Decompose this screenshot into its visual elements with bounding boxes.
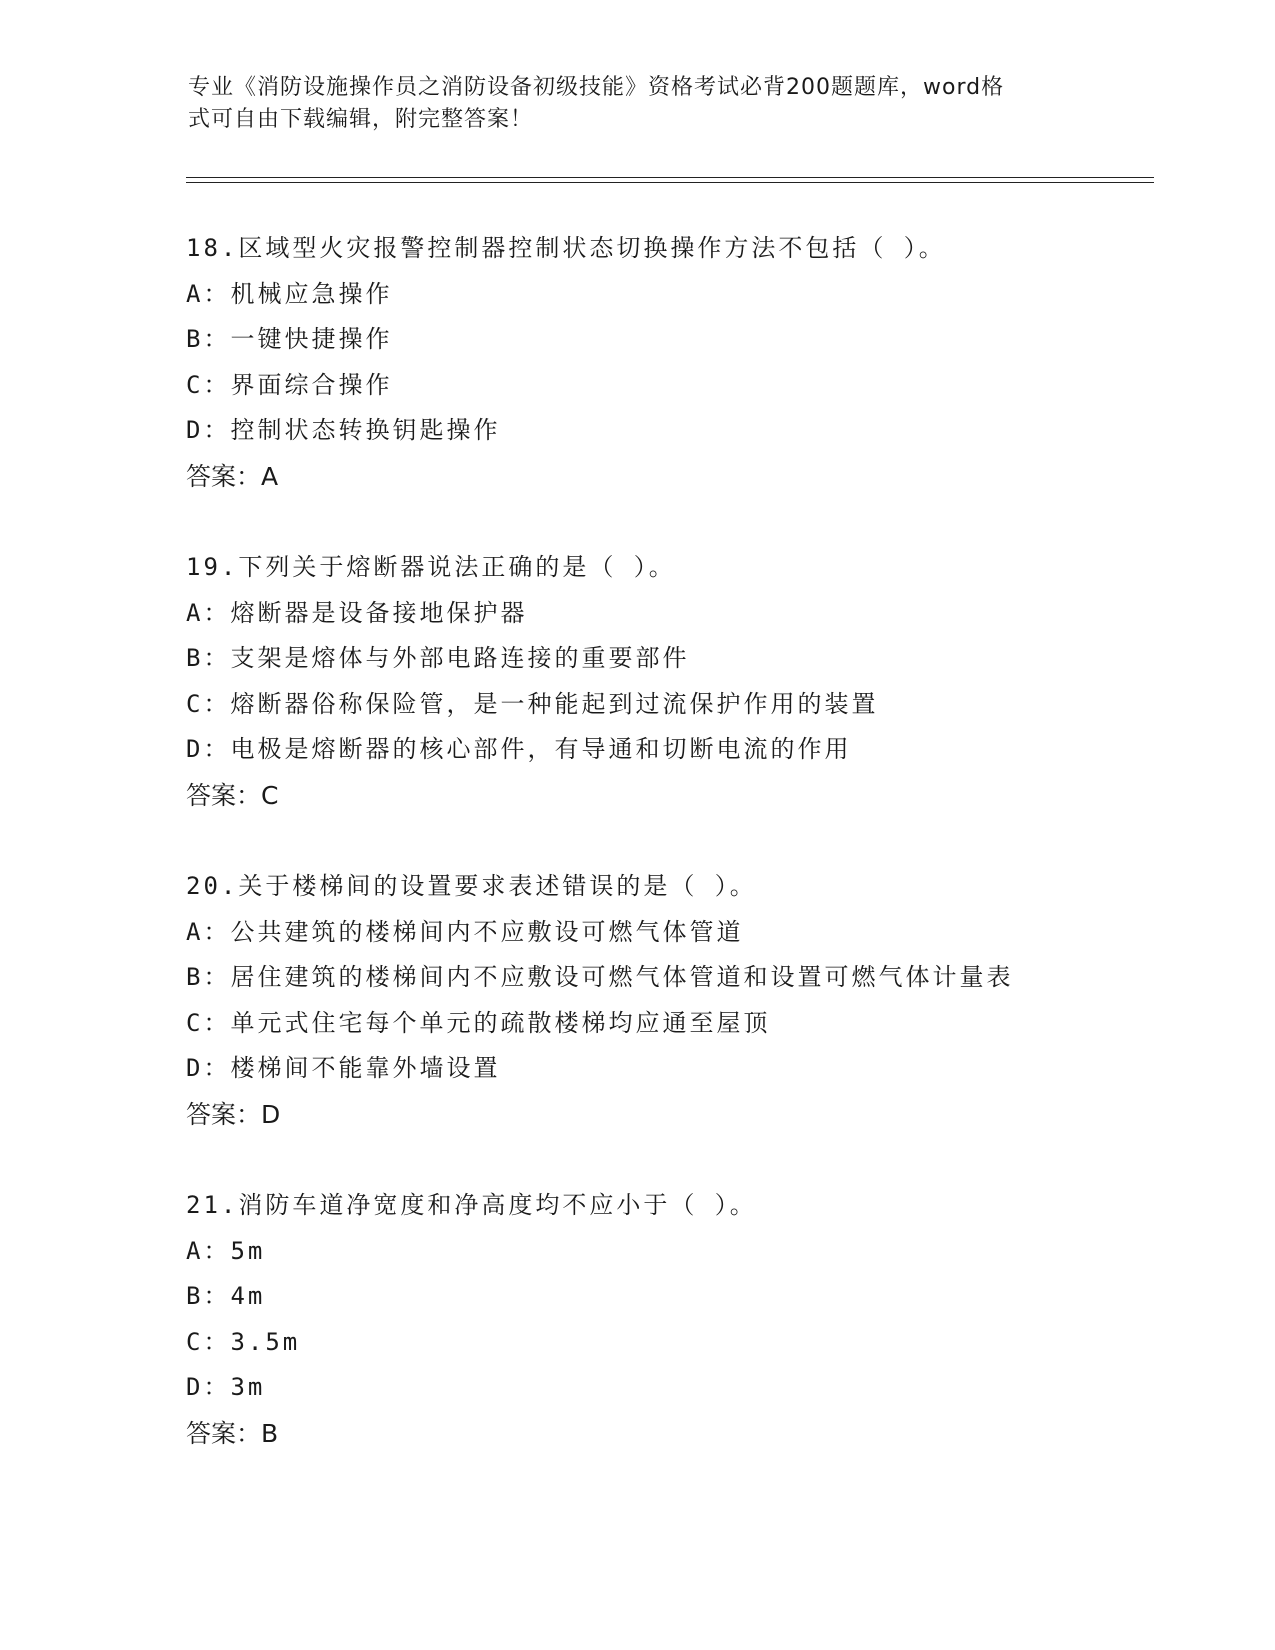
option-b: B：支架是熔体与外部电路连接的重要部件 xyxy=(186,644,690,672)
header-line-2: 式可自由下载编辑，附完整答案！ xyxy=(188,107,534,132)
option-c: C：3.5m xyxy=(186,1327,301,1356)
option-d: D：电极是熔断器的核心部件，有导通和切断电流的作用 xyxy=(186,735,852,763)
question-18 xyxy=(186,226,1186,499)
document-header xyxy=(188,72,1068,136)
question-21 xyxy=(186,1183,1186,1456)
option-a: A：5m xyxy=(186,1236,266,1265)
question-stem: 20.关于楼梯间的设置要求表述错误的是（ ）。 xyxy=(186,872,757,900)
header-divider-bottom xyxy=(186,182,1154,183)
question-20 xyxy=(186,864,1186,1137)
option-c: C：单元式住宅每个单元的疏散楼梯均应通至屋顶 xyxy=(186,1008,771,1037)
question-stem: 18.区域型火灾报警控制器控制状态切换操作方法不包括（ ）。 xyxy=(186,234,946,262)
option-b: B：居住建筑的楼梯间内不应敷设可燃气体管道和设置可燃气体计量表 xyxy=(186,963,1014,991)
answer: 答案：B xyxy=(186,1418,279,1448)
option-b: B：4m xyxy=(186,1282,266,1310)
question-stem: 21.消防车道净宽度和净高度均不应小于（ ）。 xyxy=(186,1191,757,1219)
header-divider-top xyxy=(186,177,1154,178)
option-d: D：3m xyxy=(186,1373,266,1401)
option-a: A：机械应急操作 xyxy=(186,279,393,308)
question-stem: 19.下列关于熔断器说法正确的是（ ）。 xyxy=(186,553,676,581)
option-c: C：界面综合操作 xyxy=(186,370,393,399)
option-d: D：楼梯间不能靠外墙设置 xyxy=(186,1054,501,1082)
answer: 答案：A xyxy=(186,461,279,491)
header-line-1: 专业《消防设施操作员之消防设备初级技能》资格考试必背200题题库，word格 xyxy=(188,75,1005,100)
option-d: D：控制状态转换钥匙操作 xyxy=(186,416,501,444)
question-19 xyxy=(186,545,1186,818)
option-a: A：公共建筑的楼梯间内不应敷设可燃气体管道 xyxy=(186,917,744,946)
answer: 答案：C xyxy=(186,780,279,810)
option-a: A：熔断器是设备接地保护器 xyxy=(186,598,528,627)
option-c: C：熔断器俗称保险管，是一种能起到过流保护作用的装置 xyxy=(186,689,879,718)
answer: 答案：D xyxy=(186,1099,281,1129)
option-b: B：一键快捷操作 xyxy=(186,325,393,353)
